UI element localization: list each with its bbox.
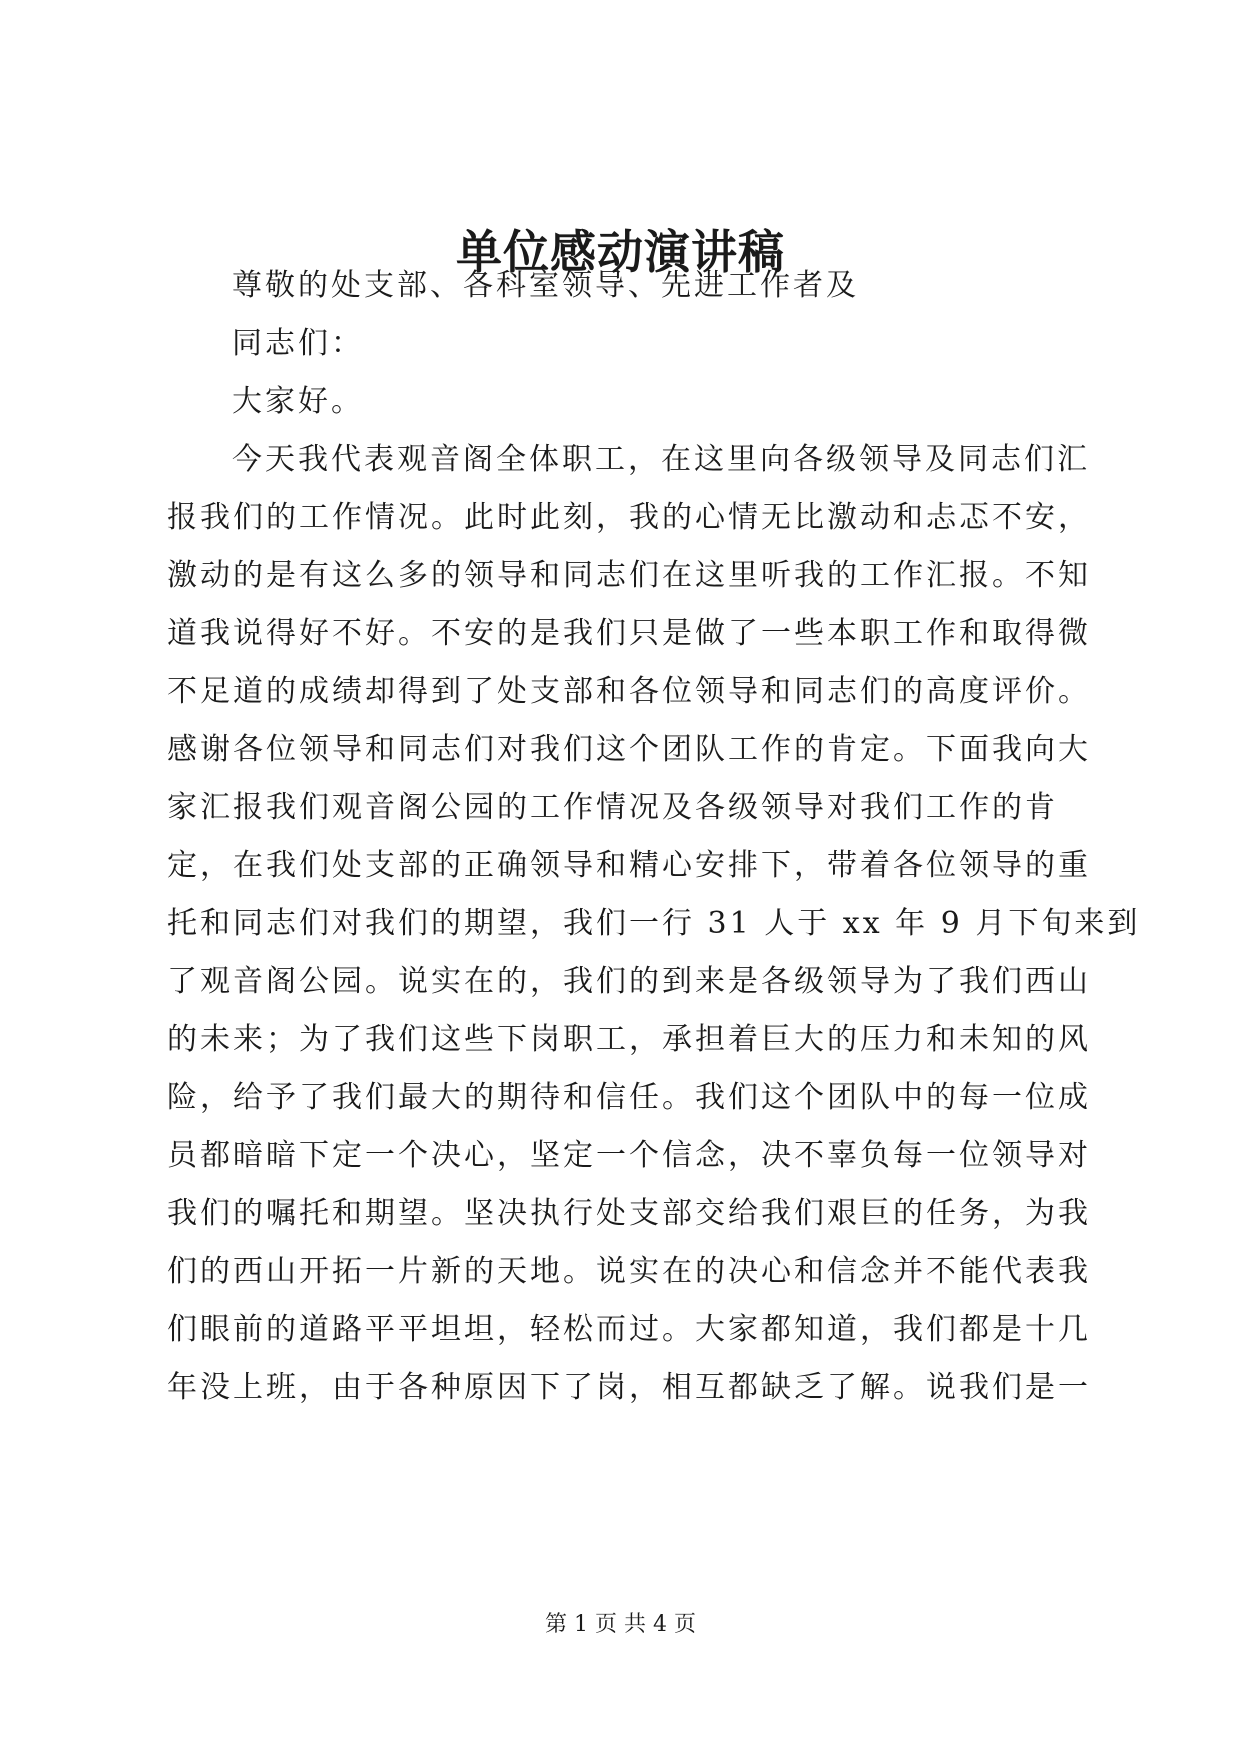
body-line: 险，给予了我们最大的期待和信任。我们这个团队中的每一位成 — [167, 1080, 1091, 1115]
salutation-line: 同志们： — [232, 326, 364, 361]
body-line: 家汇报我们观音阁公园的工作情况及各级领导对我们工作的肯 — [167, 790, 1058, 825]
body-line: 了观音阁公园。说实在的，我们的到来是各级领导为了我们西山 — [167, 964, 1091, 999]
body-line: 今天我代表观音阁全体职工，在这里向各级领导及同志们汇 — [232, 442, 1090, 477]
body-line: 员都暗暗下定一个决心，坚定一个信念，决不辜负每一位领导对 — [167, 1138, 1091, 1173]
body-line: 道我说得好不好。不安的是我们只是做了一些本职工作和取得微 — [167, 616, 1091, 651]
body-line: 不足道的成绩却得到了处支部和各位领导和同志们的高度评价。 — [167, 674, 1091, 709]
greeting-line: 大家好。 — [232, 384, 364, 419]
body-line: 们眼前的道路平平坦坦，轻松而过。大家都知道，我们都是十几 — [167, 1312, 1091, 1347]
body-line: 定，在我们处支部的正确领导和精心安排下，带着各位领导的重 — [167, 848, 1091, 883]
page-footer: 第 1 页 共 4 页 — [545, 1612, 696, 1637]
body-line: 我们的嘱托和期望。坚决执行处支部交给我们艰巨的任务，为我 — [167, 1196, 1091, 1231]
body-line: 们的西山开拓一片新的天地。说实在的决心和信念并不能代表我 — [167, 1254, 1091, 1289]
body-line: 年没上班，由于各种原因下了岗，相互都缺乏了解。说我们是一 — [167, 1370, 1091, 1405]
document-title: 单位感动演讲稿 — [456, 225, 785, 279]
salutation-line: 尊敬的处支部、各科室领导、先进工作者及 — [232, 268, 859, 303]
body-line: 的未来；为了我们这些下岗职工，承担着巨大的压力和未知的风 — [167, 1022, 1091, 1057]
body-line: 感谢各位领导和同志们对我们这个团队工作的肯定。下面我向大 — [167, 732, 1091, 767]
body-line: 报我们的工作情况。此时此刻，我的心情无比激动和忐忑不安， — [167, 500, 1091, 535]
body-line: 托和同志们对我们的期望，我们一行 31 人于 xx 年 9 月下旬来到 — [167, 906, 1141, 941]
body-line: 激动的是有这么多的领导和同志们在这里听我的工作汇报。不知 — [167, 558, 1091, 593]
